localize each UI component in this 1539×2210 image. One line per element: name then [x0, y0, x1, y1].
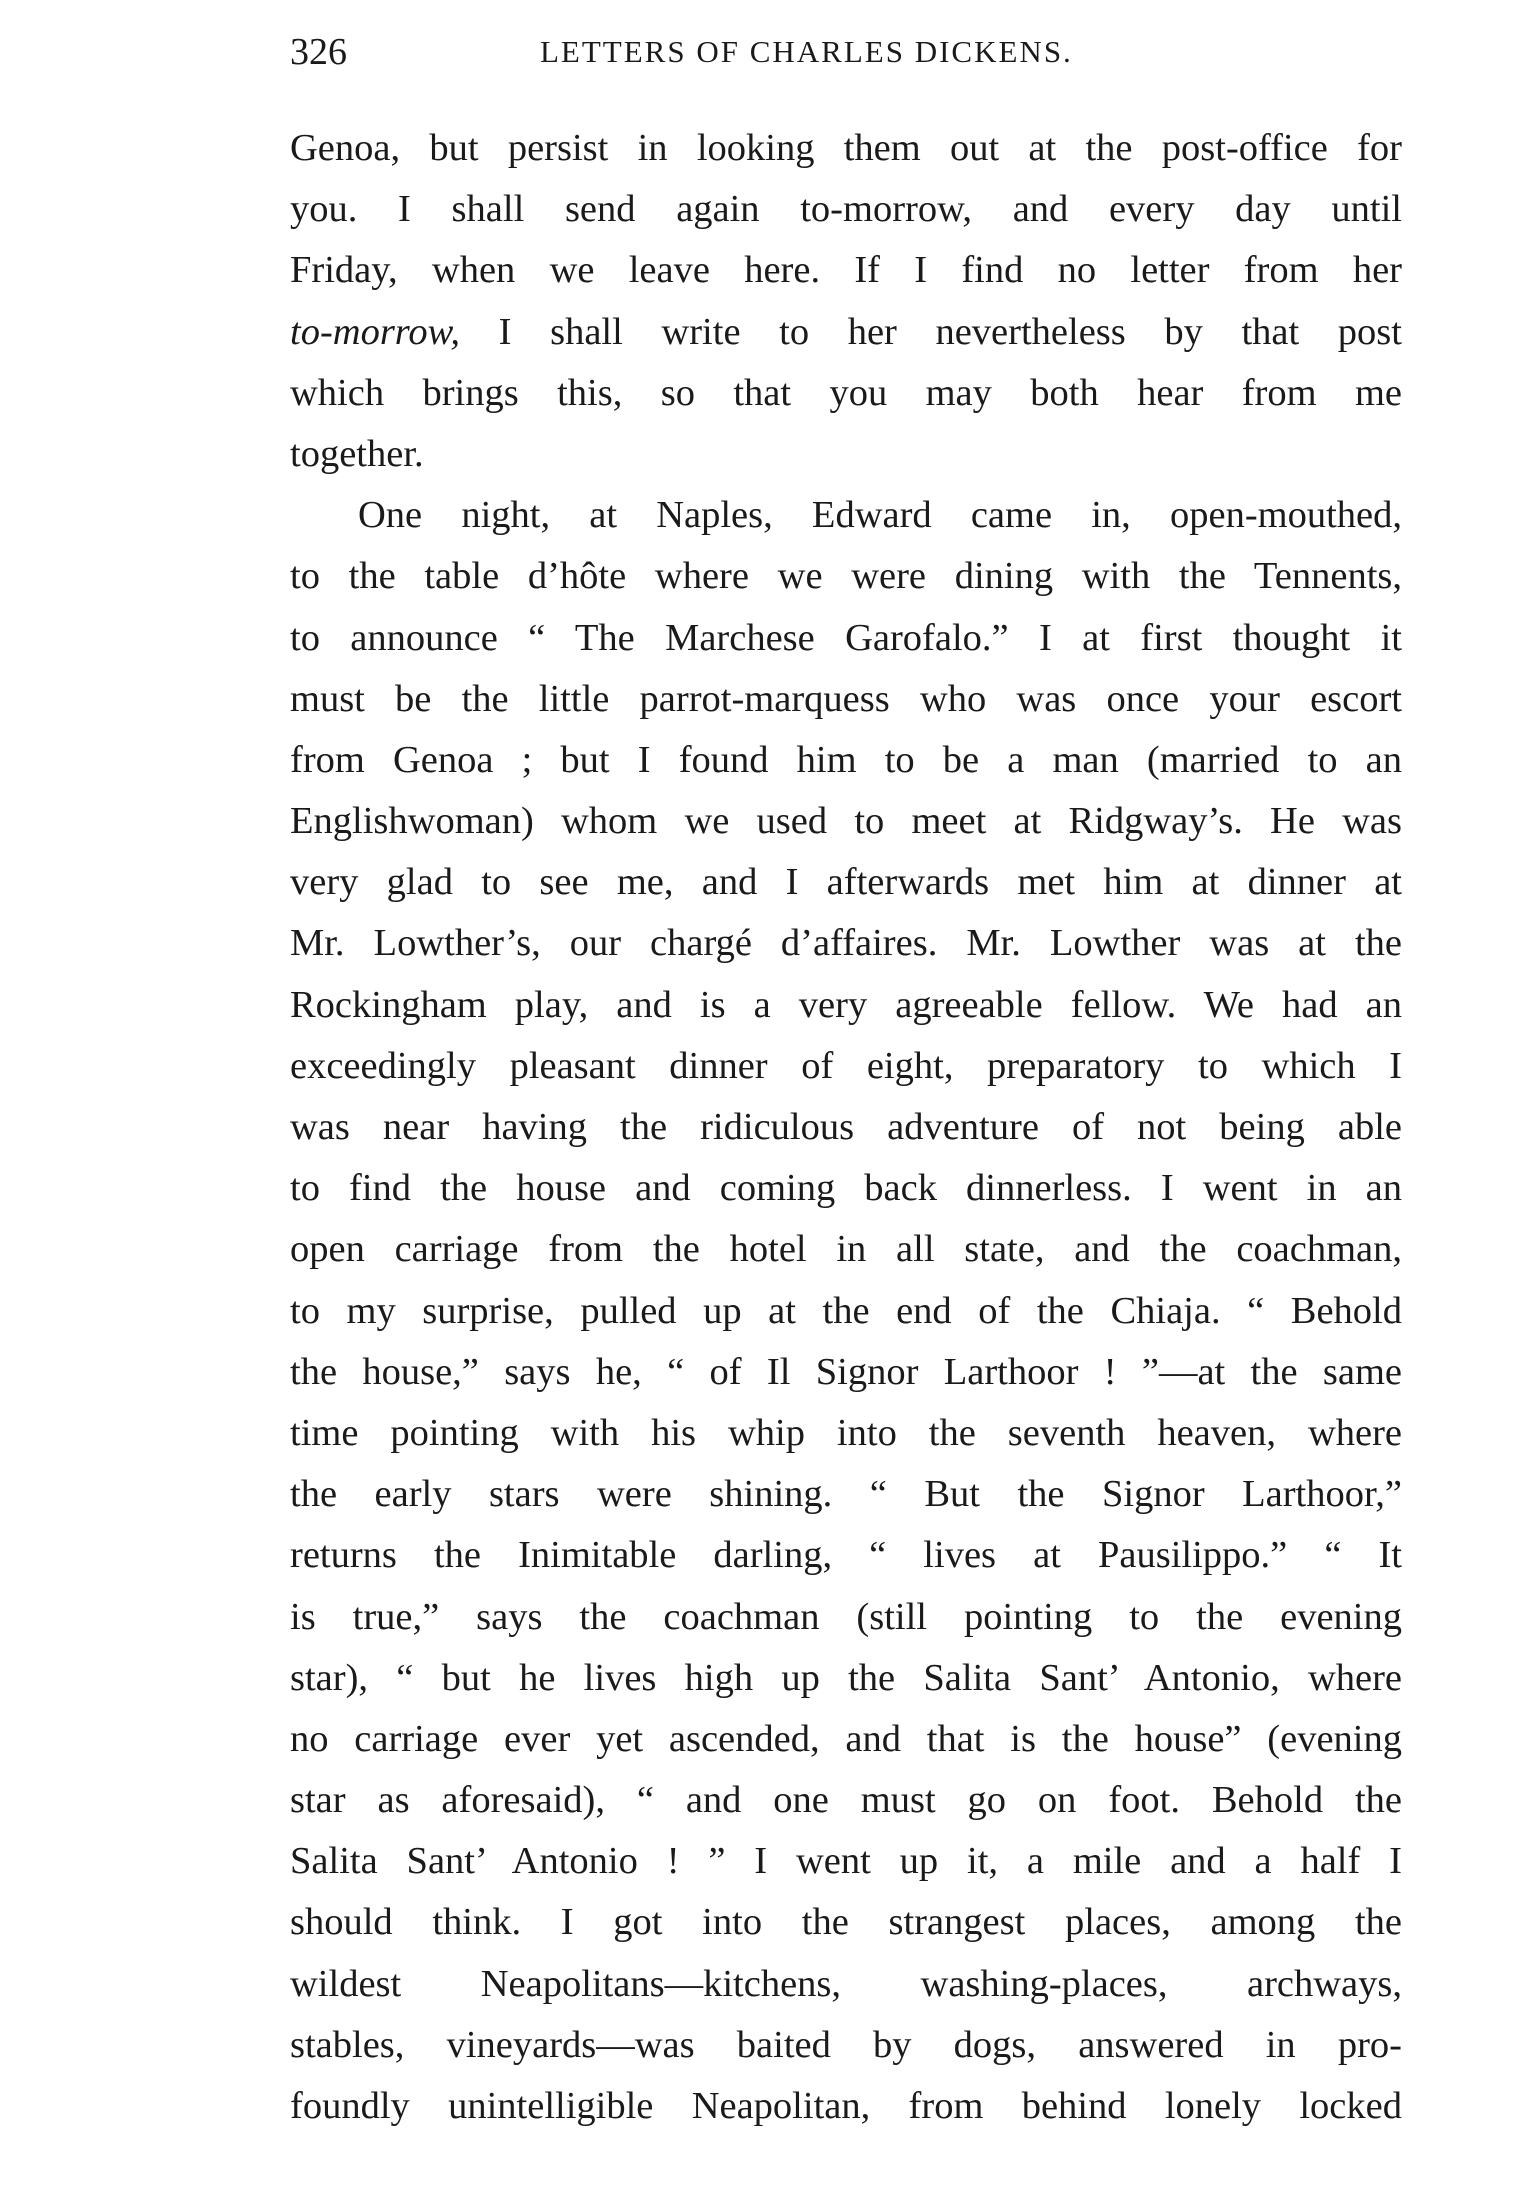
text-line: to the table d’hôte where we were dining with the Tennents,	[290, 555, 1402, 598]
text-line: no carriage ever yet ascended, and that is the house” (evening	[290, 1717, 1402, 1760]
text-line: which brings this, so that you may both hear from me	[290, 371, 1402, 414]
text-line-remainder: I shall write to her nevertheless by that post	[460, 310, 1402, 353]
body-text	[290, 118, 1402, 2137]
text-line: star), “ but he lives high up the Salita Sant’ Antonio, where	[290, 1656, 1402, 1699]
text-line: open carriage from the hotel in all state, and the coachman,	[290, 1228, 1402, 1271]
text-line: Rockingham play, and is a very agreeable fellow. We had an	[290, 983, 1402, 1026]
italic-word: to-morrow,	[290, 310, 461, 353]
text-line: to my surprise, pulled up at the end of the Chiaja. “ Behold	[290, 1289, 1402, 1332]
text-line: returns the Inimitable darling, “ lives at Pausilippo.” “ It	[290, 1534, 1402, 1577]
text-line: was near having the ridiculous adventure of not being able	[290, 1106, 1402, 1148]
text-line: you. I shall send again to-morrow, and every day until	[290, 188, 1402, 231]
text-line: Englishwoman) whom we used to meet at Ridgway’s. He was	[290, 800, 1402, 843]
text-line: stables, vineyards—was baited by dogs, answered in pro-	[290, 2023, 1402, 2066]
running-head	[290, 22, 1400, 82]
text-line: must be the little parrot-marquess who was once your escort	[290, 677, 1402, 720]
text-line: wildest Neapolitans—kitchens, washing-places, archways,	[290, 1962, 1402, 2005]
text-line: the early stars were shining. “ But the Signor Larthoor,”	[290, 1473, 1402, 1516]
text-line-with-italic	[290, 302, 1402, 363]
text-line: Mr. Lowther’s, our chargé d’affaires. Mr. Lowther was at the	[290, 922, 1402, 965]
text-line: time pointing with his whip into the seventh heaven, where	[290, 1411, 1402, 1454]
text-line: from Genoa ; but I found him to be a man (married to an	[290, 738, 1402, 781]
running-title: LETTERS OF CHARLES DICKENS.	[540, 34, 1073, 69]
text-line: to announce “ The Marchese Garofalo.” I at first thought it	[290, 616, 1402, 659]
text-line: Salita Sant’ Antonio ! ” I went up it, a mile and a half I	[290, 1840, 1402, 1883]
text-line: the house,” says he, “ of Il Signor Larthoor ! ”—at the same	[290, 1350, 1402, 1393]
text-line: Genoa, but persist in looking them out at the post-office for	[290, 127, 1402, 169]
text-line: should think. I got into the strangest places, among the	[290, 1901, 1402, 1944]
text-line: is true,” says the coachman (still pointing to the evening	[290, 1595, 1402, 1638]
text-line: Friday, when we leave here. If I find no letter from her	[290, 249, 1402, 292]
text-line: One night, at Naples, Edward came in, open-mouthed,	[358, 494, 1402, 537]
text-line: star as aforesaid), “ and one must go on foot. Behold the	[290, 1779, 1402, 1822]
text-line: together.	[290, 432, 424, 475]
text-line: foundly unintelligible Neapolitan, from behind lonely locked	[290, 2085, 1402, 2127]
text-line: very glad to see me, and I afterwards met him at dinner at	[290, 861, 1402, 904]
text-line: to find the house and coming back dinnerless. I went in an	[290, 1167, 1402, 1210]
page-number: 326	[290, 31, 347, 73]
text-line: exceedingly pleasant dinner of eight, preparatory to which I	[290, 1044, 1402, 1087]
